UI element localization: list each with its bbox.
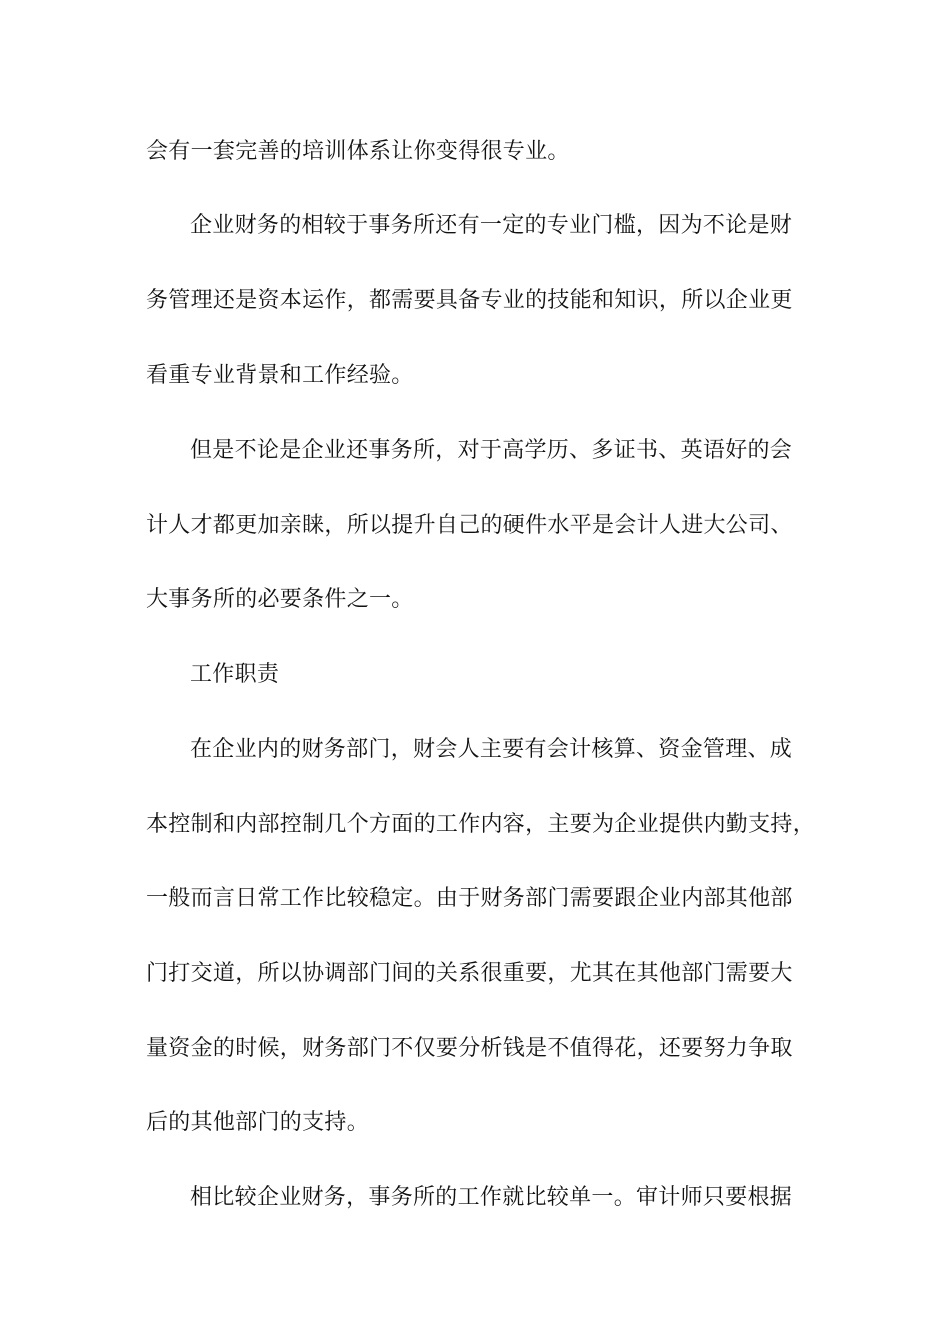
text-line: 门打交道，所以协调部门间的关系很重要，尤其在其他部门需要大 (146, 961, 793, 986)
text-line: 量资金的时候，财务部门不仅要分析钱是不值得花，还要努力争取 (146, 1036, 793, 1061)
paragraph-start-line: 但是不论是企业还事务所，对于高学历、多证书、英语好的会 (190, 438, 793, 463)
text-line: 看重专业背景和工作经验。 (146, 363, 414, 388)
text-line: 大事务所的必要条件之一。 (146, 587, 414, 612)
text-line: 计人才都更加亲睐，所以提升自己的硬件水平是会计人进大公司、 (146, 513, 793, 538)
text-line: 本控制和内部控制几个方面的工作内容，主要为企业提供内勤支持， (146, 812, 816, 837)
section-heading: 工作职责 (190, 662, 280, 687)
paragraph-start-line: 企业财务的相较于事务所还有一定的专业门槛，因为不论是财 (190, 213, 793, 238)
text-line: 一般而言日常工作比较稳定。由于财务部门需要跟企业内部其他部 (146, 886, 793, 911)
text-line: 后的其他部门的支持。 (146, 1110, 370, 1135)
paragraph-start-line: 在企业内的财务部门，财会人主要有会计核算、资金管理、成 (190, 737, 793, 762)
text-line: 务管理还是资本运作，都需要具备专业的技能和知识，所以企业更 (146, 288, 793, 313)
paragraph-start-line: 相比较企业财务，事务所的工作就比较单一。审计师只要根据 (190, 1185, 793, 1210)
text-line: 会有一套完善的培训体系让你变得很专业。 (146, 139, 570, 164)
